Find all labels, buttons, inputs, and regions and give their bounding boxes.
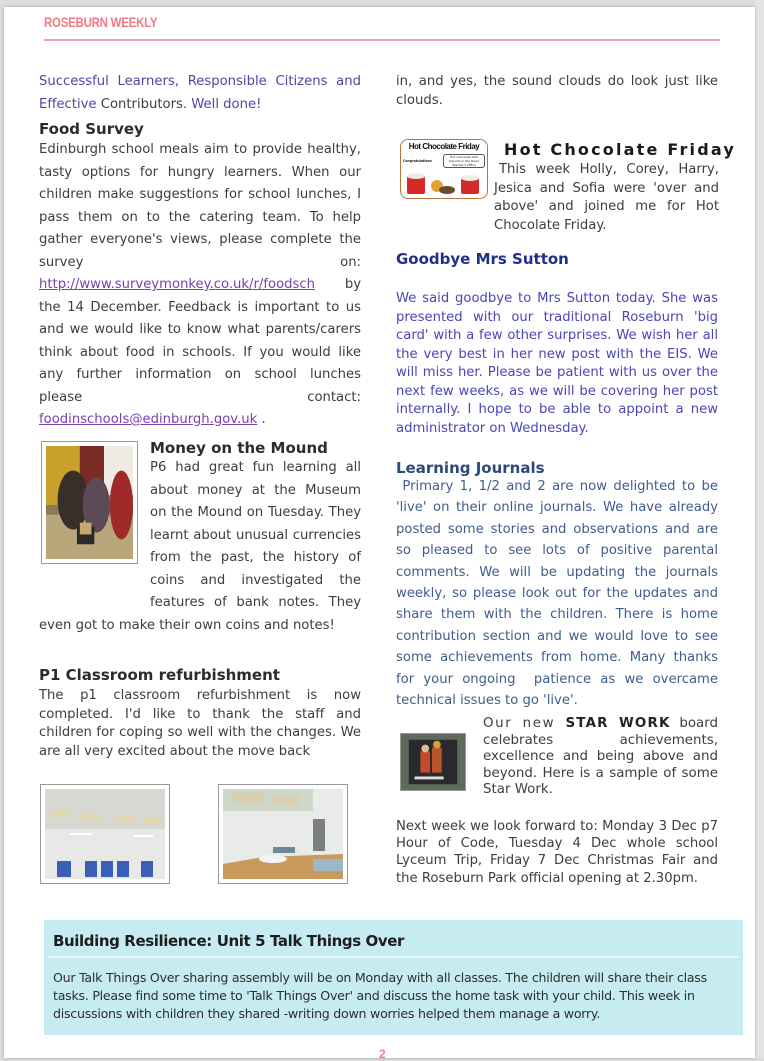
continued-text: in, and yes, the sound clouds do look just like clouds. (396, 74, 718, 108)
journals-body: Primary 1, 1/2 and 2 are now delighted to be 'live' on their online journals. We have already posted some stories and observations and are so pleased to see lots of positive parental comments. We will be updating the journals weekly, so please look out for the updates and share them with the children. There is home contribution section and we would love to see some achievements from home. Many thanks for your ongoing patience as we overcame technical issues to go 'live'. (396, 479, 723, 709)
page-number: 2 (379, 1047, 386, 1061)
p1-heading: P1 Classroom refurbishment (39, 666, 280, 684)
email-link[interactable]: foodinschools@edinburgh.gov.uk (39, 412, 258, 427)
newsletter-title: ROSEBURN WEEKLY (44, 14, 158, 30)
classroom-photo-ceiling (40, 784, 170, 884)
star-work-bold: STAR WORK (565, 716, 671, 731)
food-survey-text-3: . (257, 412, 266, 427)
intro-text-c: Contributors. (96, 96, 188, 112)
classroom-ceiling-photo-icon (45, 789, 165, 879)
badge-congrats: Congratulations (403, 159, 432, 163)
resilience-rule (48, 956, 738, 958)
money-mound-heading: Money on the Mound (150, 439, 328, 457)
food-survey-text-2: by the 14 December. Feedback is important to us and we would like to know what parents/carers think about food in schools. If you would like any further information on school lunches please contact: (39, 277, 361, 405)
food-survey-body (39, 139, 361, 432)
star-work-photo (400, 733, 466, 791)
food-survey-text-1: Edinburgh school meals aim to provide healthy, tasty options for hungry learners. When our children make suggestions for school lunches, I pass them on to the catering team. To help gather everyone's views, please complete the survey on: (39, 142, 361, 270)
hot-chocolate-mugs-icon (405, 170, 483, 196)
hot-chocolate-badge (400, 139, 488, 199)
resilience-heading: Building Resilience: Unit 5 Talk Things Over (53, 932, 405, 950)
intro-paragraph (39, 71, 361, 116)
p1-body: The p1 classroom refurbishment is now completed. I'd like to thank the staff and children for coping so well with the changes. We are all very excited about the move back (39, 688, 361, 759)
newsletter-page (4, 7, 755, 1061)
classroom-photo-room (218, 784, 348, 884)
intro-text-b: Effective (39, 96, 97, 112)
goodbye-heading: Goodbye Mrs Sutton (396, 250, 569, 268)
classroom-room-photo-icon (223, 789, 343, 879)
food-survey-heading: Food Survey (39, 120, 144, 138)
intro-text-d: Well done! (187, 96, 262, 112)
hot-chocolate-heading: Hot Chocolate Friday (504, 140, 737, 159)
goodbye-body: We said goodbye to Mrs Sutton today. She was presented with our traditional Roseburn 'big card' with a few other surprises. We wish her all the very best in her new post with the EIS. We will miss her. Please be patient with us over the next few weeks, as we will be covering her post internally. I hope to be able to appoint a new administrator on Wednesday. (396, 291, 718, 436)
header-rule (44, 39, 720, 41)
resilience-body: Our Talk Things Over sharing assembly will be on Monday with all classes. The children will share their class tasks. Please find some time to 'Talk Things Over' and discuss the home task with your child. This week in discussions with children they shared -writing down worries helped them manage a worry. (53, 970, 707, 1022)
badge-bubble: Hot chocolate with biscuits in the Head Teacher's Office (443, 154, 485, 168)
star-work-text-pre: Our new (483, 716, 566, 731)
badge-title: Hot Chocolate Friday (408, 142, 480, 151)
window-edge (755, 0, 764, 1058)
money-mound-body: P6 had great fun learning all about money at the Museum on the Mound on Tuesday. They learnt about unusual currencies from the past, the history of coins and investigated the features of bank notes. They even got to make their own coins and notes! (39, 460, 361, 633)
resilience-box (44, 920, 743, 1035)
money-mound-body-wrap (39, 457, 361, 637)
intro-text-a: Successful Learners, Responsible Citizens and (39, 74, 361, 89)
hot-chocolate-body: This week Holly, Corey, Harry, Jesica and Sofia were 'over and above' and joined me for Hot Chocolate Friday. (494, 162, 719, 233)
survey-link[interactable]: http://www.surveymonkey.co.uk/r/foodsch (39, 277, 315, 292)
star-work-artwork-icon (401, 734, 465, 790)
next-week-text: Next week we look forward to: Monday 3 Dec p7 Hour of Code, Tuesday 4 Dec whole school Lyceum Trip, Friday 7 Dec Christmas Fair and the Roseburn Park official opening at 2.30pm. (396, 819, 718, 886)
star-work-text-post: board celebrates achievements, excellence and being above and beyond. Here is a sample of some Star Work. (483, 716, 718, 798)
journals-heading: Learning Journals (396, 459, 545, 477)
star-work-text (483, 716, 718, 799)
